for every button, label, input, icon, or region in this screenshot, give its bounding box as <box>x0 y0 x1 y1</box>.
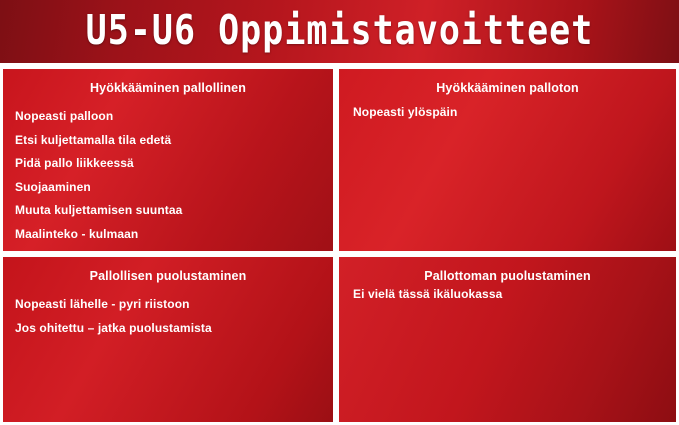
list-item: Jos ohitettu – jatka puolustamista <box>15 320 212 335</box>
panel-title: Pallollisen puolustaminen <box>89 269 247 283</box>
list-item: Pidä pallo liikkeessä <box>15 156 134 171</box>
panel-item-list <box>339 287 676 303</box>
list-item: Maalinteko - kulmaan <box>15 226 139 241</box>
list-item: Muuta kuljettamisen suuntaa <box>15 203 183 218</box>
panel-title: Hyökkääminen palloton <box>436 81 579 95</box>
title-banner <box>0 0 679 63</box>
panel-title: Hyökkääminen pallollinen <box>90 81 246 95</box>
panel-title: Pallottoman puolustaminen <box>424 269 591 283</box>
panel-item-list <box>339 105 676 121</box>
page-title: U5-U6 Oppimistavoitteet <box>85 7 594 55</box>
panel-attacking-without-ball[interactable] <box>336 66 679 254</box>
panel-attacking-with-ball[interactable] <box>0 66 336 254</box>
list-item: Etsi kuljettamalla tila edetä <box>15 132 172 147</box>
list-item: Suojaaminen <box>15 179 91 194</box>
list-item: Nopeasti ylöspäin <box>353 105 458 119</box>
panel-defending-ball-carrier[interactable] <box>0 254 336 425</box>
panel-item-list <box>3 109 333 243</box>
list-item: Nopeasti lähelle - pyri riistoon <box>15 297 190 311</box>
panel-defending-without-ball[interactable] <box>336 254 679 425</box>
list-item: Nopeasti palloon <box>15 109 114 123</box>
panel-item-list <box>3 297 333 336</box>
objectives-grid <box>0 66 679 425</box>
list-item: Ei vielä tässä ikäluokassa <box>353 287 503 301</box>
